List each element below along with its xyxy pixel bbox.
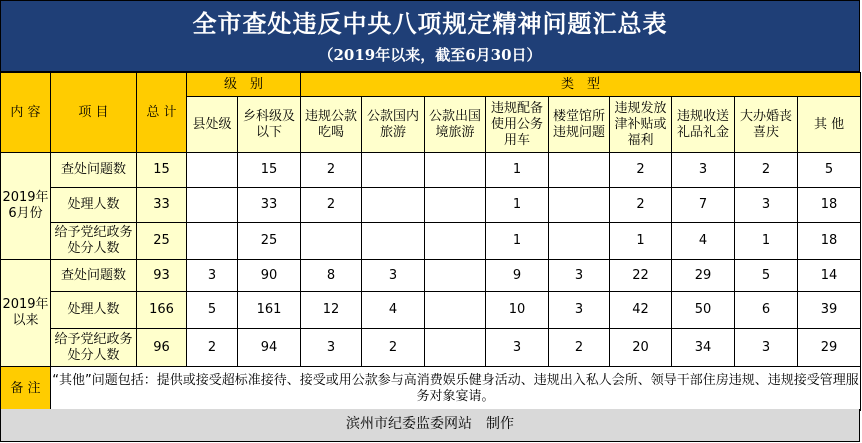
cell: 1	[735, 223, 798, 260]
cell: 33	[238, 188, 301, 223]
cell: 5	[735, 260, 798, 292]
cell	[362, 223, 425, 260]
cell: 3	[549, 260, 610, 292]
cell: 18	[798, 188, 861, 223]
cell: 3	[187, 260, 238, 292]
report-title: 全市查处违反中央八项规定精神问题汇总表	[192, 9, 668, 38]
cell	[301, 223, 362, 260]
header-col-domestic-travel: 公款国内旅游	[362, 97, 425, 153]
cell: 3	[486, 329, 549, 367]
cell: 10	[486, 292, 549, 329]
group-label-since-2019: 2019年以来	[1, 260, 51, 367]
cell: 1	[486, 223, 549, 260]
cell	[362, 188, 425, 223]
table-row	[1, 292, 861, 329]
header-col-dining: 违规公款吃喝	[301, 97, 362, 153]
cell: 25	[238, 223, 301, 260]
row-item: 查处问题数	[51, 260, 137, 292]
header-total: 总 计	[137, 73, 187, 153]
header-col-other: 其 他	[798, 97, 861, 153]
cell: 3	[301, 329, 362, 367]
header-level-group: 级 别	[187, 73, 301, 97]
cell: 29	[798, 329, 861, 367]
row-total: 15	[137, 153, 187, 188]
header-item: 项 目	[51, 73, 137, 153]
cell: 7	[672, 188, 735, 223]
row-total: 166	[137, 292, 187, 329]
cell: 20	[610, 329, 672, 367]
row-item: 处理人数	[51, 292, 137, 329]
cell: 15	[238, 153, 301, 188]
cell: 3	[362, 260, 425, 292]
remark-row	[1, 367, 861, 411]
row-total: 25	[137, 223, 187, 260]
report-subtitle: （2019年以来，截至6月30日）	[318, 46, 542, 64]
cell: 4	[362, 292, 425, 329]
cell: 2	[187, 329, 238, 367]
cell	[425, 260, 486, 292]
row-total: 93	[137, 260, 187, 292]
cell: 42	[610, 292, 672, 329]
remark-text: “其他”问题包括：提供或接受超标准接待、接受或用公款参与高消费娱乐健身活动、违规出入私人会所、领导干部住房违规、违规接受管理服务对象宴请。	[51, 367, 861, 411]
cell	[425, 223, 486, 260]
cell: 9	[486, 260, 549, 292]
table-row	[1, 260, 861, 292]
cell: 14	[798, 260, 861, 292]
header-col-buildings: 楼堂馆所违规问题	[549, 97, 610, 153]
cell: 90	[238, 260, 301, 292]
cell: 2	[301, 153, 362, 188]
cell: 1	[486, 153, 549, 188]
cell: 3	[735, 188, 798, 223]
cell: 22	[610, 260, 672, 292]
cell: 18	[798, 223, 861, 260]
cell: 29	[672, 260, 735, 292]
cell: 2	[301, 188, 362, 223]
cell: 4	[672, 223, 735, 260]
row-total: 96	[137, 329, 187, 367]
header-row-1	[1, 73, 861, 97]
row-item: 给予党纪政务处分人数	[51, 223, 137, 260]
cell: 1	[486, 188, 549, 223]
cell: 5	[187, 292, 238, 329]
row-item: 给予党纪政务处分人数	[51, 329, 137, 367]
cell	[187, 223, 238, 260]
header-col-overseas-travel: 公款出国境旅游	[425, 97, 486, 153]
cell	[362, 153, 425, 188]
header-col-township-level: 乡科级及以下	[238, 97, 301, 153]
header-col-county-level: 县处级	[187, 97, 238, 153]
cell	[425, 329, 486, 367]
header-col-gifts: 违规收送礼品礼金	[672, 97, 735, 153]
cell	[187, 188, 238, 223]
cell	[549, 153, 610, 188]
row-item: 处理人数	[51, 188, 137, 223]
cell: 2	[610, 153, 672, 188]
cell	[425, 153, 486, 188]
table-row	[1, 329, 861, 367]
row-total: 33	[137, 188, 187, 223]
cell: 2	[549, 329, 610, 367]
cell	[425, 188, 486, 223]
cell	[549, 223, 610, 260]
cell: 2	[362, 329, 425, 367]
row-item: 查处问题数	[51, 153, 137, 188]
report-header	[0, 0, 860, 72]
cell: 2	[610, 188, 672, 223]
table-row	[1, 188, 861, 223]
cell: 8	[301, 260, 362, 292]
cell	[549, 188, 610, 223]
footer-credit: 滨州市纪委监委网站 制作	[0, 409, 860, 442]
cell: 3	[672, 153, 735, 188]
table-row	[1, 153, 861, 188]
header-content: 内 容	[1, 73, 51, 153]
cell	[187, 153, 238, 188]
cell: 50	[672, 292, 735, 329]
cell	[425, 292, 486, 329]
cell: 161	[238, 292, 301, 329]
table-row	[1, 223, 861, 260]
header-col-allowances: 违规发放津补贴或福利	[610, 97, 672, 153]
header-col-weddings-funerals: 大办婚丧喜庆	[735, 97, 798, 153]
remark-label: 备 注	[1, 367, 51, 411]
cell: 3	[735, 329, 798, 367]
cell: 12	[301, 292, 362, 329]
group-label-june: 2019年6月份	[1, 153, 51, 260]
cell: 1	[610, 223, 672, 260]
cell: 6	[735, 292, 798, 329]
cell: 3	[549, 292, 610, 329]
cell: 34	[672, 329, 735, 367]
summary-table	[0, 72, 861, 411]
header-col-official-car: 违规配备使用公务用车	[486, 97, 549, 153]
cell: 94	[238, 329, 301, 367]
cell: 2	[735, 153, 798, 188]
header-type-group: 类 型	[301, 73, 861, 97]
cell: 39	[798, 292, 861, 329]
cell: 5	[798, 153, 861, 188]
